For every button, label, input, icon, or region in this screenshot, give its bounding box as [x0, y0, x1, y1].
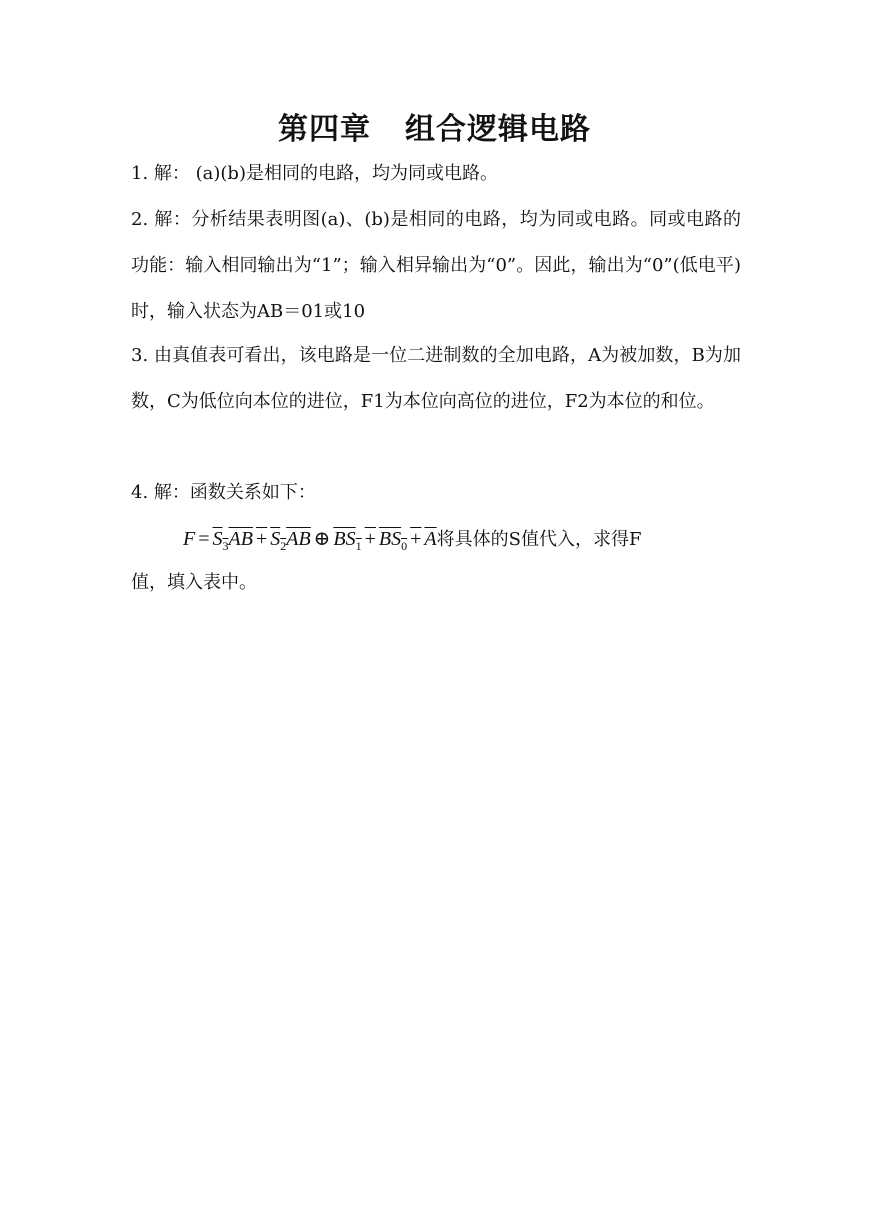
answer-4: 4. 解：函数关系如下： — [131, 482, 316, 503]
answer-1: 1. 解： (a)(b)是相同的电路，均为同或电路。 — [131, 163, 498, 184]
formula-continuation: 值，填入表中。 — [131, 572, 257, 593]
chapter-title — [0, 104, 869, 148]
formula-tail-text: 将具体的S值代入，求得F — [436, 529, 642, 550]
chapter-number: 第四章 — [278, 112, 371, 147]
function-formula: $F = S_3AB + S_2AB$ ⊕ $BS_1 + BS_0 + A$ — [183, 528, 437, 553]
answer-2: 2. 解：分析结果表明图(a)、(b)是相同的电路，均为同或电路。同或电路的功能：输入相同输出为“1”；输入相异输出为“0”。因此，输出为“0”(低电平)时，输入状态为AB＝01或10 — [131, 209, 741, 322]
answer-3: 3. 由真值表可看出，该电路是一位二进制数的全加电路，A为被加数，B为加数，C为低位向本位的进位，F1为本位向高位的进位，F2为本位的和位。 — [131, 345, 741, 412]
chapter-name: 组合逻辑电路 — [405, 112, 591, 147]
